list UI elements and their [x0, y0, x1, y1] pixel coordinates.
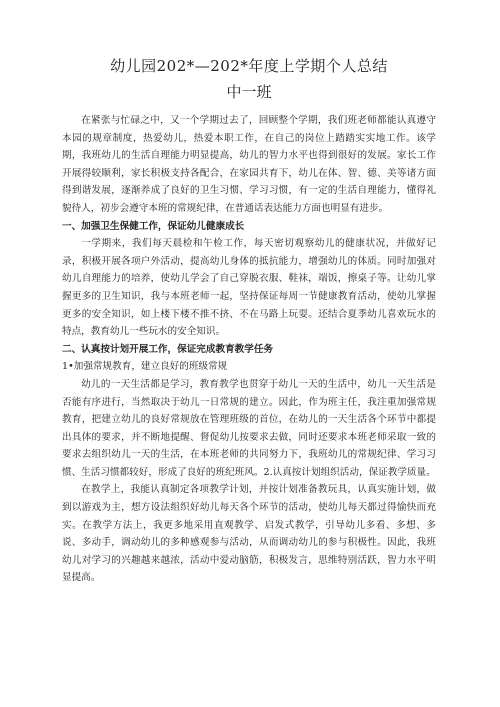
document-subtitle: 中一班	[226, 83, 272, 101]
document-title: 幼儿园202*—202*年度上学期个人总结	[110, 57, 388, 75]
section-2-heading: 二、认真按计划开展工作，保证完成教育教学任务	[62, 343, 274, 355]
section-1-heading: 一、加强卫生保健工作，保证幼儿健康成长	[62, 220, 245, 232]
intro-paragraph: 在紧张与忙碌之中，又一个学期过去了，回顾整个学期，我们班老师都能认真遵守本园的规章制度，热爱幼儿，热爱本职工作，在自己的岗位上踏踏实实地工作。该学期，我班幼儿的生活自理能力明显提高，幼儿的智力水平也得到很好的发展。家长工作开展得较顺利，家长积极支持各配合，在家园共育下，幼儿在体、智、德、美等诸方面得到谐发展，逐渐养成了良好的卫生习惯、学习习惯，有一定的生活自理能力，懂得礼貌待人，初步会遵守本班的常规纪律，在普通话表达能力方面也明显有进步。	[62, 115, 436, 214]
section-2-paragraph-1: 幼儿的一天生活都是学习，教育教学也贯穿于幼儿一天的生活中，幼儿一天生活是否能有序进行，当然取决于幼儿一日常规的建立。因此，作为班主任，我注重加强常规教育，把建立幼儿的良好常规放在管理班级的首位，在幼儿的一天生活各个环节中都提出具体的要求，并不断地提醒、督促幼儿按要求去做，同时还要求本班老师采取一致的要求去组织幼儿一天的生活，在本班老师的共同努力下，我班幼儿的常规纪律、学习习惯、生活习惯都较好，形成了良好的班纪班风。2.认真按计划组织活动，保证教学质量。	[62, 378, 436, 478]
section-2-subheading-1: 1•加强常规教育，建立良好的班级常规	[62, 361, 228, 373]
section-2-paragraph-2: 在教学上，我能认真制定各项教学计划，并按计划准备教玩具，认真实施计划，做到以游戏为主，想方设法组织好幼儿每天各个环节的活动，使幼儿每天都过得愉快而充实。在教学方法上，我更多地采用直观教学、启发式教学，引导幼儿多看、多想、多说、多动手，调动幼儿的多种感观参与活动，从而调动幼儿的参与积极性。因此，我班幼儿对学习的兴趣越来越浓，活动中爱动脑筋，积极发言，思维特别活跃，智力水平明显提高。	[62, 484, 436, 584]
section-1-paragraph: 一学期来，我们每天晨检和午检工作，每天密切观察幼儿的健康状况，并做好记录，积极开展各项户外活动，提高幼儿身体的抵抗能力，增强幼儿的体质。同时加强对幼儿自理能力的培养，使幼儿学会了自己穿脱衣服、鞋袜，端饭，擦桌子等。让幼儿掌握更多的卫生知识，我与本班老师一起，坚持保证每周一节健康教育活动，使幼儿掌握更多的安全知识，如上楼下楼不推不挤、不在马路上玩耍。还结合夏季幼儿喜欢玩水的特点，教育幼儿一些玩水的安全知识。	[62, 238, 436, 338]
